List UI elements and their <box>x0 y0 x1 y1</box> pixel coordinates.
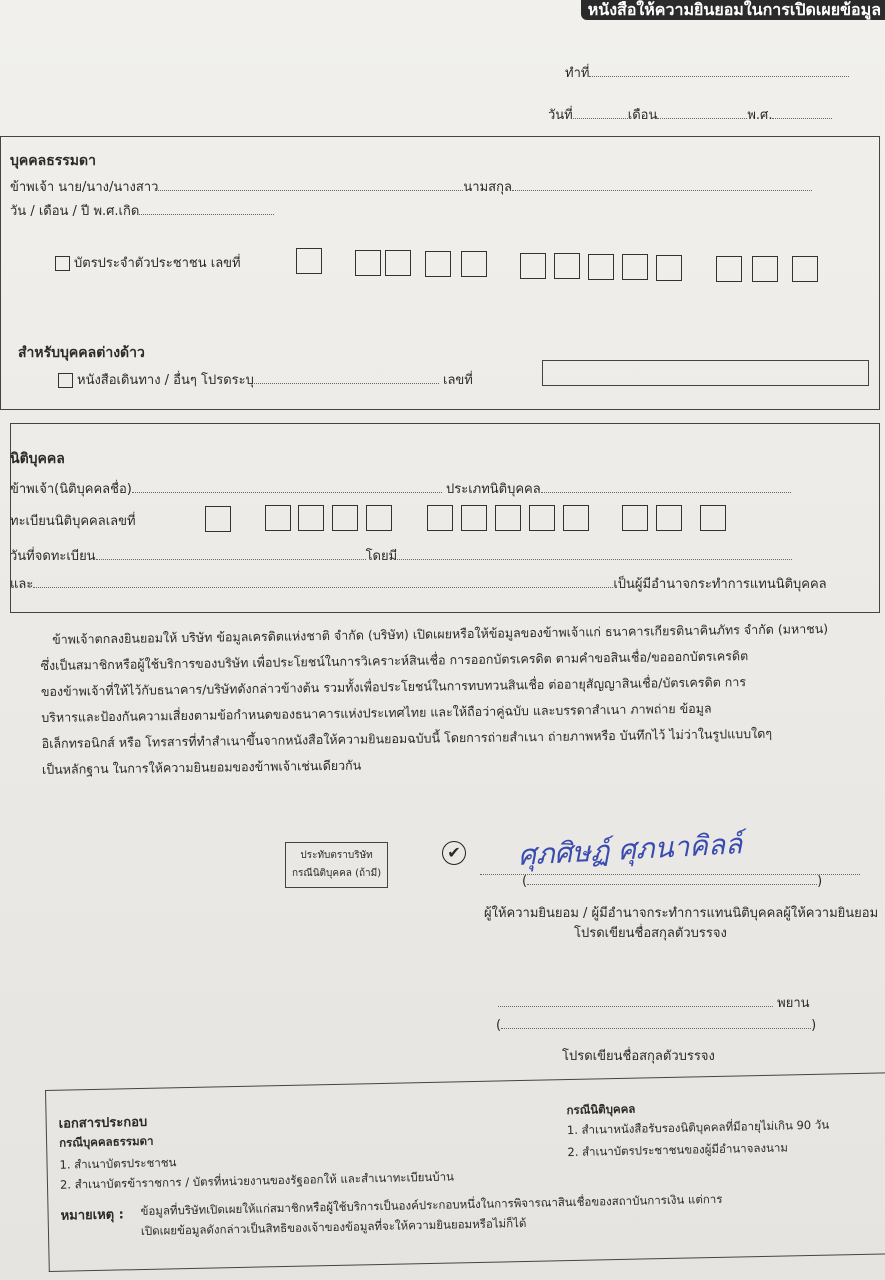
documents-title: เอกสารประกอบ <box>58 1114 148 1132</box>
id-digit-box[interactable] <box>385 250 411 276</box>
passport-checkbox[interactable] <box>58 373 73 388</box>
natural-docs-title: กรณีบุคคลธรรมดา <box>58 1133 154 1150</box>
reg-digit-box[interactable] <box>461 505 487 531</box>
witness-printed-name-line[interactable]: ( ) <box>496 1018 817 1033</box>
natural-doc-item: 1. สำเนาบัตรประชาชน <box>59 1155 177 1172</box>
id-digit-box[interactable] <box>296 248 322 274</box>
id-digit-box[interactable] <box>520 253 546 279</box>
reg-digit-box[interactable] <box>332 505 358 531</box>
form-title: หนังสือให้ความยินยอมในการเปิดเผยข้อมูล <box>587 0 881 19</box>
reg-date-field[interactable]: วันที่จดทะเบียน โดยมี <box>10 545 792 566</box>
id-card-checkbox[interactable] <box>55 256 70 271</box>
foreigner-title: สำหรับบุคคลต่างด้าว <box>18 345 145 361</box>
id-digit-box[interactable] <box>355 250 381 276</box>
natural-doc-item: 2. สำเนาบัตรข้าราชการ / บัตรที่หน่วยงานของรัฐออกให้ และสำเนาทะเบียนบ้าน <box>59 1169 455 1192</box>
place-field[interactable]: ทำที่ <box>565 62 849 83</box>
juristic-name-field[interactable]: ข้าพเจ้า(นิติบุคคลชื่อ) ประเภทนิติบุคคล <box>10 478 791 499</box>
id-digit-box[interactable] <box>588 254 614 280</box>
print-name-note: โปรดเขียนชื่อสกุลตัวบรรจง <box>574 926 727 941</box>
id-digit-box[interactable] <box>752 256 778 282</box>
id-digit-box[interactable] <box>622 254 648 280</box>
reg-digit-box[interactable] <box>366 505 392 531</box>
reg-digit-box[interactable] <box>427 505 453 531</box>
consent-line: ซึ่งเป็นสมาชิกหรือผู้ใช้บริการของบริษัท เพื่อประโยชน์ในการวิเคราะห์สินเชื่อ การออกบัตรเครดิต ตามคำขอสินเชื่อ/ขอออกบัตรเครดิต <box>40 648 749 673</box>
witness-signature-line[interactable]: พยาน <box>498 992 810 1013</box>
juristic-docs-title: กรณีนิติบุคคล <box>566 1101 636 1118</box>
juristic-person-title: นิติบุคคล <box>10 451 65 467</box>
juristic-doc-item: 1. สำเนาหนังสือรับรองนิติบุคคลที่มีอายุไม่เกิน 90 วัน <box>566 1117 830 1138</box>
witness-print-note: โปรดเขียนชื่อสกุลตัวบรรจง <box>562 1049 715 1064</box>
consent-line: ของข้าพเจ้าที่ให้ไว้กับธนาคาร/บริษัทดังกล่าวข้างต้น รวมทั้งเพื่อประโยชน์ในการทบทวนสินเชื่อ ต่ออายุสัญญาสินเชื่อ/บัตรเครดิต การ <box>40 674 747 699</box>
juristic-reg-no-label: ทะเบียนนิติบุคคลเลขที่ <box>10 514 136 529</box>
printed-name-line[interactable]: ( ) <box>522 874 823 889</box>
id-card-option[interactable]: บัตรประจำตัวประชาชน เลขที่ <box>55 252 241 273</box>
consent-line: บริหารและป้องกันความเสี่ยงตามข้อกำหนดของธนาคารแห่งประเทศไทย และให้ถือว่าคู่ฉบับ และบรรดาสำเนา ภาพถ่าย ข้อมูล <box>41 700 712 725</box>
passport-number-box[interactable] <box>542 360 869 386</box>
passport-field[interactable]: หนังสือเดินทาง / อื่นๆ โปรดระบุ เลขที่ <box>58 369 473 390</box>
check-mark-icon: ✔ <box>442 841 466 865</box>
natural-person-title: บุคคลธรรมดา <box>10 153 96 169</box>
date-field[interactable]: วันที่ เดือน พ.ศ. <box>548 104 832 125</box>
reg-digit-box[interactable] <box>656 505 682 531</box>
authorized-field[interactable]: และ เป็นผู้มีอำนาจกระทำการแทนนิติบุคคล <box>10 577 827 592</box>
documents-section <box>45 1072 885 1272</box>
consent-line: อิเล็กทรอนิกส์ หรือ โทรสารที่ทำสำเนาขึ้นจากหนังสือให้ความยินยอมฉบับนี้ โดยการถ่ายสำเนา ถ่ายภาพหรือ บันทึกไว้ ไม่ว่าในรูปแบบใดๆ <box>41 725 773 751</box>
reg-digit-box[interactable] <box>265 505 291 531</box>
id-digit-box[interactable] <box>554 253 580 279</box>
note-label: หมายเหตุ : <box>60 1207 125 1224</box>
consent-line: เป็นหลักฐาน ในการให้ความยินยอมของข้าพเจ้าเช่นเดียวกัน <box>41 757 362 777</box>
note-line: เปิดเผยข้อมูลดังกล่าวเป็นสิทธิของเจ้าของข้อมูลที่จะให้ความยินยอมหรือไม่ก็ได้ <box>140 1215 527 1239</box>
reg-digit-box[interactable] <box>700 505 726 531</box>
juristic-doc-item: 2. สำเนาบัตรประชาชนของผู้มีอำนาจลงนาม <box>567 1140 789 1160</box>
handwritten-signature: ศุภศิษฏ์ ศุภนาคิลล์ <box>517 827 743 872</box>
name-field[interactable]: ข้าพเจ้า นาย/นาง/นางสาว นามสกุล <box>10 176 812 197</box>
reg-digit-box[interactable] <box>622 505 648 531</box>
company-stamp-box: ประทับตราบริษัท กรณีนิติบุคคล (ถ้ามี) <box>285 842 388 888</box>
reg-digit-box[interactable] <box>298 505 324 531</box>
note-line: ข้อมูลที่บริษัทเปิดเผยให้แก่สมาชิกหรือผู้ใช้บริการเป็นองค์ประกอบหนึ่งในการพิจารณาสินเชื่อของสถาบันการเงิน แต่การ <box>140 1191 723 1219</box>
id-digit-box[interactable] <box>656 255 682 281</box>
id-digit-box[interactable] <box>792 256 818 282</box>
reg-digit-box[interactable] <box>495 505 521 531</box>
id-digit-box[interactable] <box>461 251 487 277</box>
signer-caption: ผู้ให้ความยินยอม / ผู้มีอำนาจกระทำการแทนนิติบุคคลผู้ให้ความยินยอม <box>484 906 879 921</box>
form-title-banner <box>581 0 885 20</box>
reg-digit-box[interactable] <box>563 505 589 531</box>
id-digit-box[interactable] <box>716 256 742 282</box>
reg-digit-box[interactable] <box>529 505 555 531</box>
reg-digit-box[interactable] <box>205 506 231 532</box>
consent-line: ข้าพเจ้าตกลงยินยอมให้ บริษัท ข้อมูลเครดิตแห่งชาติ จำกัด (บริษัท) เปิดเผยหรือให้ข้อมูลของข้าพเจ้าแก่ ธนาคารเกียรตินาคินภัทร จำกัด (มหาชน) <box>52 620 829 647</box>
dob-field[interactable]: วัน / เดือน / ปี พ.ศ.เกิด <box>10 200 274 221</box>
consent-paragraph <box>40 615 872 783</box>
id-digit-box[interactable] <box>425 251 451 277</box>
